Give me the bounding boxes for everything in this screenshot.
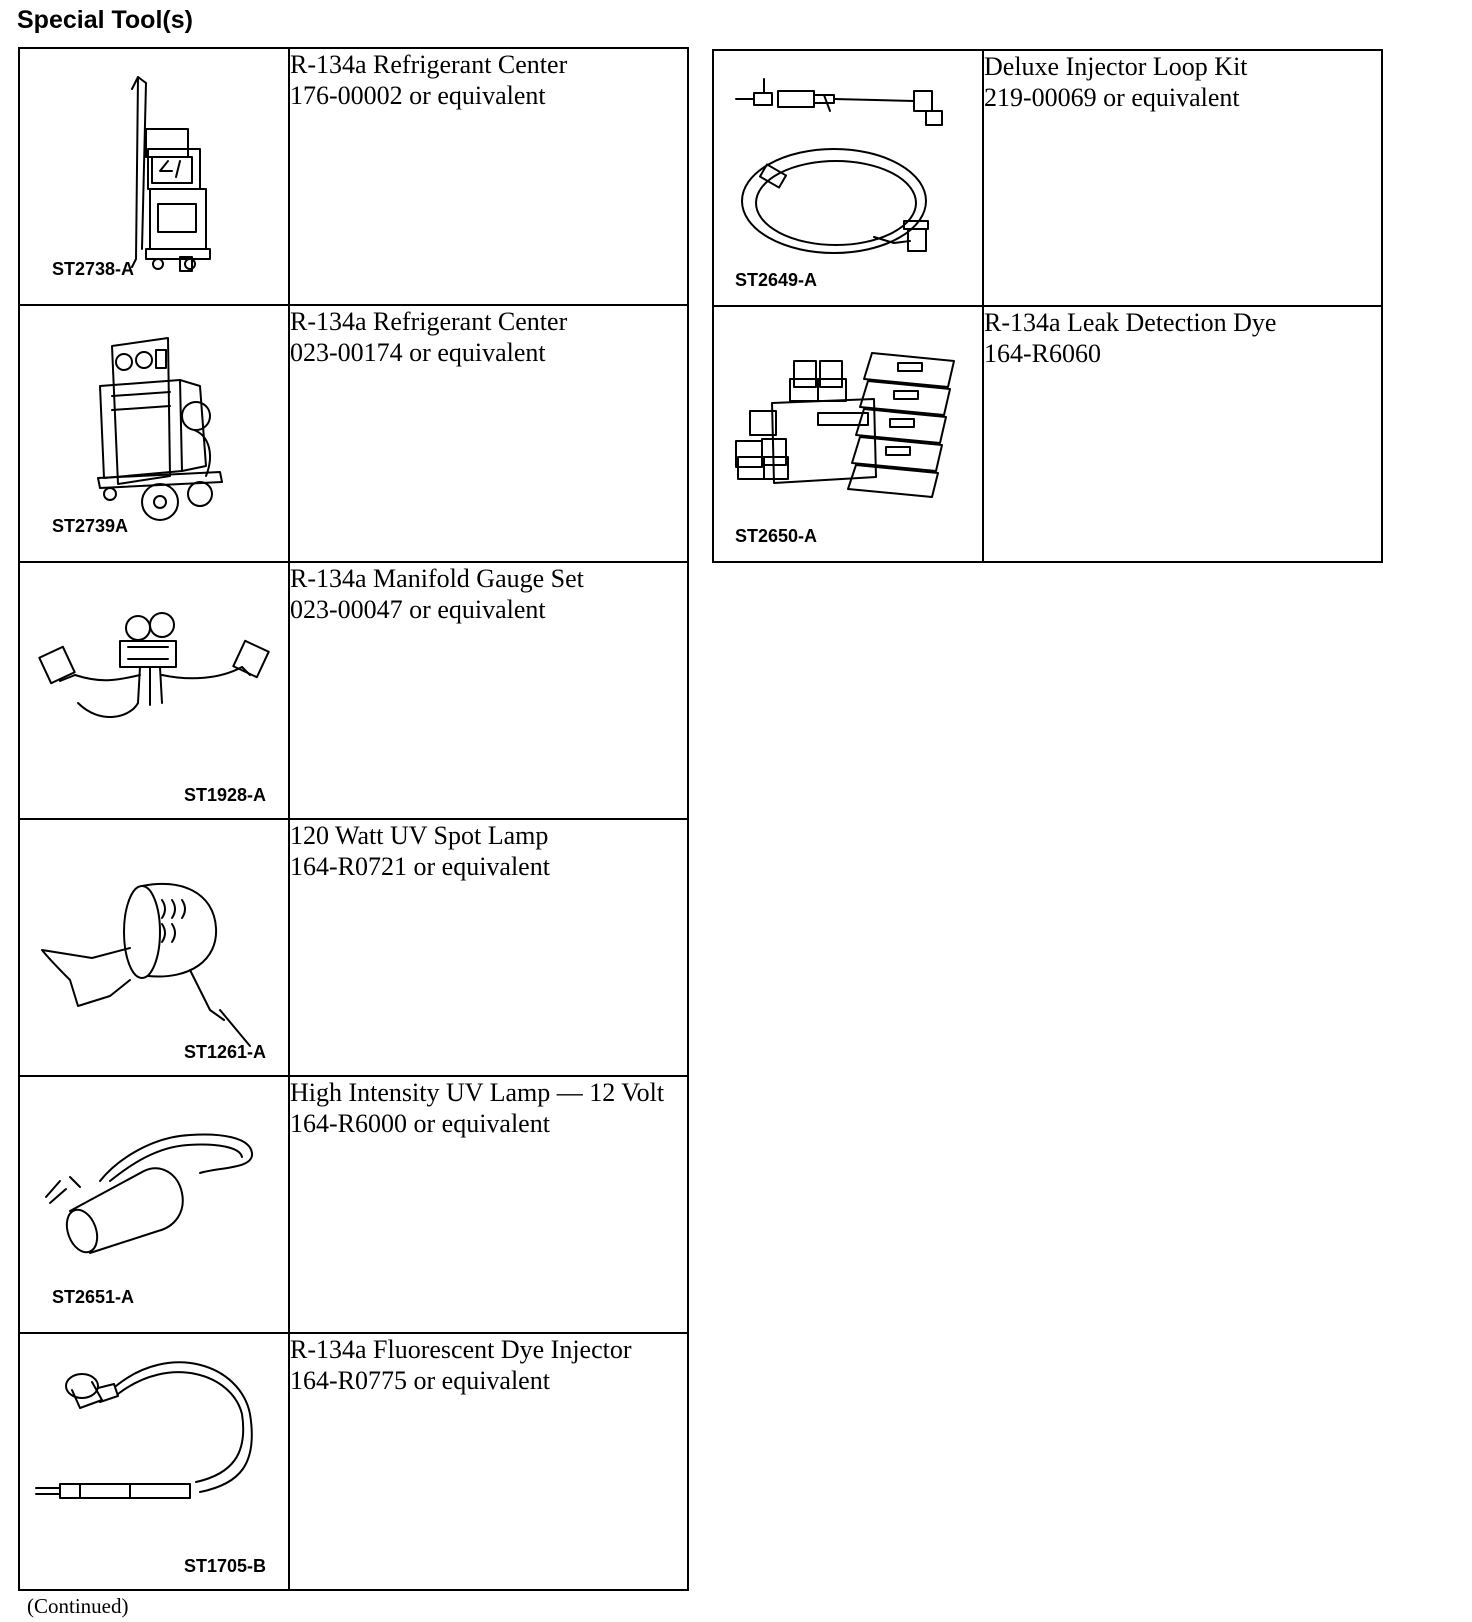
tool-code: ST1928-A [183,785,266,805]
tool-part-number: 219-00069 or equivalent [984,83,1240,112]
tool-image-cell [713,50,983,306]
tool-name: R-134a Manifold Gauge Set [290,564,584,593]
tool-part-number: 164-R0775 or equivalent [290,1366,550,1395]
tool-code: ST2739A [52,516,129,536]
tool-description [289,1076,688,1333]
tool-image-cell [19,1076,289,1333]
tool-row [19,48,688,305]
tool-image-cell [19,562,289,819]
injector-loop-kit-icon [714,51,982,305]
tool-part-number: 164-R6000 or equivalent [290,1109,550,1138]
dye-injector-icon [20,1334,288,1589]
uv-spot-lamp-icon [20,820,288,1075]
tool-code: ST2649-A [735,270,818,290]
tool-code: ST1705-B [183,1556,266,1576]
tool-image-cell [19,819,289,1076]
tool-row [19,819,688,1076]
tool-code: ST2650-A [735,526,818,546]
tool-row [713,50,1382,306]
tool-description [289,48,688,305]
tool-part-number: 164-R6060 [984,339,1101,368]
leak-detection-dye-icon [714,307,982,561]
tool-description [289,1333,688,1590]
tool-code: ST2651-A [52,1287,135,1307]
tool-row [19,1333,688,1590]
tool-image-cell [19,305,289,562]
tool-row [19,1076,688,1333]
tool-description [983,306,1382,562]
tool-row [19,562,688,819]
tool-name: R-134a Refrigerant Center [290,50,568,79]
tool-part-number: 164-R0721 or equivalent [290,852,550,881]
tool-name: High Intensity UV Lamp — 12 Volt [290,1078,665,1107]
manifold-gauge-icon [20,563,288,818]
tool-name: 120 Watt UV Spot Lamp [290,821,549,850]
tool-description [289,305,688,562]
tool-part-number: 023-00047 or equivalent [290,595,546,624]
page-title: Special Tool(s) [17,6,193,34]
tool-description [983,50,1382,306]
tool-code: ST1261-A [183,1042,266,1062]
tool-code: ST2738-A [52,259,135,279]
tool-name: R-134a Refrigerant Center [290,307,568,336]
tool-description [289,562,688,819]
tool-description [289,819,688,1076]
tool-image-cell [713,306,983,562]
tool-name: Deluxe Injector Loop Kit [984,52,1248,81]
tools-table-left [18,47,689,1591]
tool-row [713,306,1382,562]
tool-name: R-134a Leak Detection Dye [984,308,1277,337]
tool-part-number: 176-00002 or equivalent [290,81,546,110]
tool-image-cell [19,48,289,305]
tools-table-right [712,49,1383,563]
tool-name: R-134a Fluorescent Dye Injector [290,1335,632,1364]
tool-row [19,305,688,562]
tool-image-cell [19,1333,289,1590]
tool-part-number: 023-00174 or equivalent [290,338,546,367]
continued-note: (Continued) [27,1594,129,1618]
